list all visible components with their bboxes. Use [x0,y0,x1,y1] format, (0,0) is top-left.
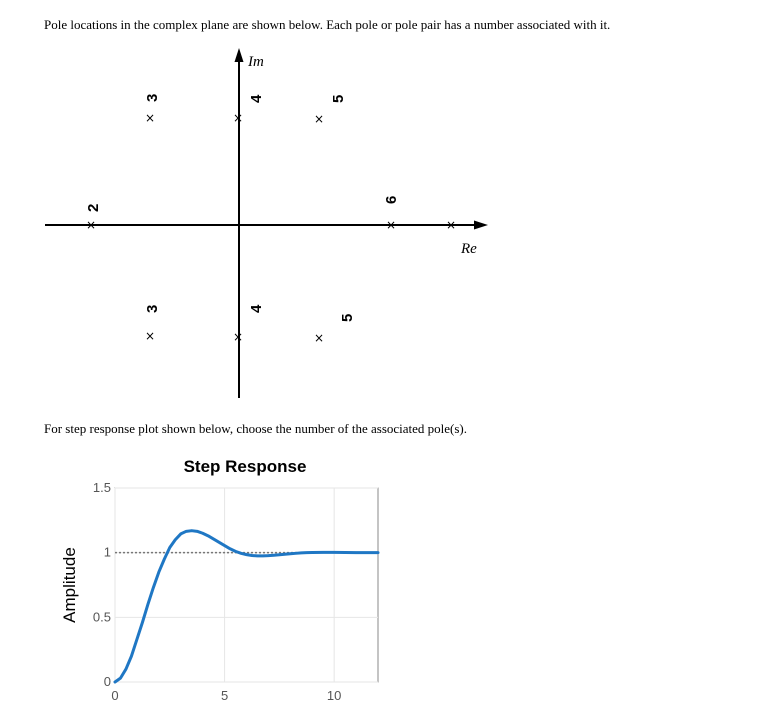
pole-marker: × [86,218,97,232]
y-tick-label: 0 [103,674,111,689]
pole-label: 3 [144,304,161,313]
pole-3-upper [144,94,161,125]
pole-6 [383,196,456,232]
pole-4-lower [233,304,265,344]
chart-title: Step Response [183,457,307,476]
pole-3-lower [144,305,161,343]
pole-label: 5 [330,94,347,103]
pole-marker: × [145,329,156,343]
pole-marker: × [233,330,244,344]
x-tick-label: 10 [326,688,342,703]
pole-marker: × [446,218,457,232]
y-tick-label: 0.5 [92,609,111,625]
pole-marker: × [314,331,325,345]
y-tick-label: 1 [103,544,111,560]
pole-label: 4 [248,304,265,313]
re-label: Re [461,241,477,257]
pole-5-lower [314,314,356,345]
pole-4-upper [233,94,265,125]
pole-plot [45,48,488,398]
y-tick-labels [93,480,111,689]
im-label: Im [248,54,264,70]
pole-marker: × [314,112,325,126]
pole-label: 5 [339,313,356,322]
y-tick-label: 1.5 [92,480,111,495]
pole-marker: × [145,111,156,125]
pole-marker: × [386,218,397,232]
problem-intro-text: Pole locations in the complex plane are shown below. Each pole or pole pair has a number associated with it. [44,17,611,32]
question-text: For step response plot shown below, choose the number of the associated pole(s). [44,421,468,436]
y-axis-label: Amplitude [60,547,79,623]
pole-marker: × [233,111,244,125]
x-tick-label: 5 [220,688,229,703]
real-axis-arrow [474,221,488,230]
imaginary-axis-arrow [235,48,244,62]
pole-label: 6 [383,195,400,204]
step-response-chart [60,457,378,703]
pole-label: 3 [144,93,161,102]
pole-label: 2 [85,203,102,212]
x-tick-labels [111,688,341,703]
pole-label: 4 [248,94,265,103]
x-tick-label: 0 [111,688,119,703]
pole-2 [85,204,102,232]
pole-5-upper [314,95,347,126]
